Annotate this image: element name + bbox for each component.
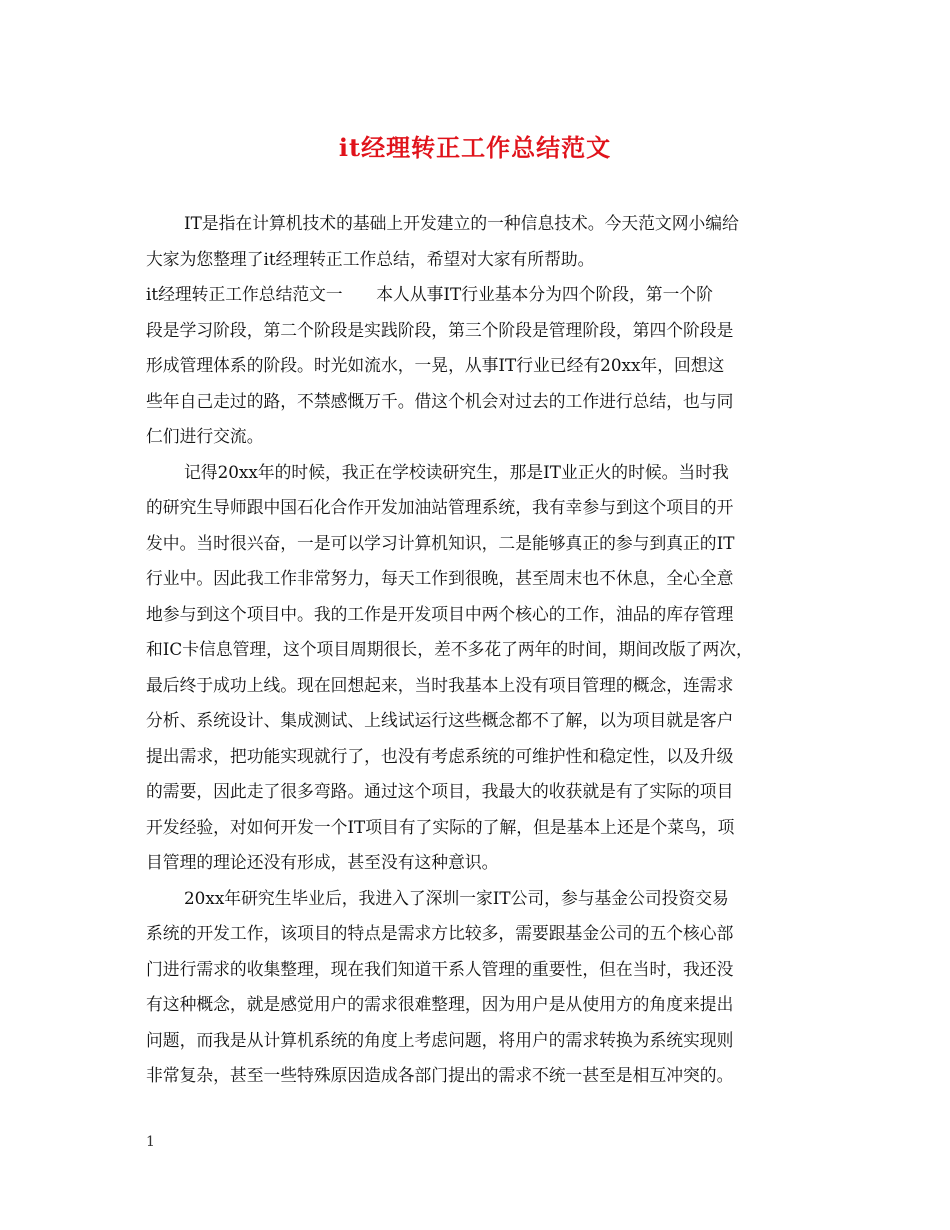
page-number: 1 <box>146 1134 155 1150</box>
text-line: 些年自己走过的路，不禁感慨万千。借这个机会对过去的工作进行总结，也与同 <box>146 390 734 411</box>
text-line: 发中。当时很兴奋，一是可以学习计算机知识，二是能够真正的参与到真正的IT <box>146 532 735 553</box>
text-line: 提出需求，把功能实现就行了，也没有考虑系统的可维护性和稳定性，以及升级 <box>146 745 734 766</box>
text-line: 行业中。因此我工作非常努力，每天工作到很晚，甚至周末也不休息，全心全意 <box>146 568 734 588</box>
text-line: 20xx年研究生毕业后，我进入了深圳一家IT公司，参与基金公司投资交易 <box>184 887 729 908</box>
text-line: 地参与到这个项目中。我的工作是开发项目中两个核心的工作，油品的库存管理 <box>146 603 734 624</box>
text-line: IT是指在计算机技术的基础上开发建立的一种信息技术。今天范文网小编给 <box>184 213 739 233</box>
text-line: 系统的开发工作，该项目的特点是需求方比较多，需要跟基金公司的五个核心部 <box>146 923 734 943</box>
text-line: 最后终于成功上线。现在回想起来，当时我基本上没有项目管理的概念，连需求 <box>146 674 734 695</box>
text-line: 的研究生导师跟中国石化合作开发加油站管理系统，我有幸参与到这个项目的开 <box>146 497 734 517</box>
text-line: 仁们进行交流。 <box>146 426 264 446</box>
text-line: 分析、系统设计、集成测试、上线试运行这些概念都不了解，以为项目就是客户 <box>146 710 734 730</box>
text-line: 记得20xx年的时候，我正在学校读研究生，那是IT业正火的时候。当时我 <box>184 461 729 482</box>
text-line: 有这种概念，就是感觉用户的需求很难整理，因为用户是从使用方的角度来提出 <box>146 994 734 1014</box>
text-line: 问题，而我是从计算机系统的角度上考虑问题，将用户的需求转换为系统实现则 <box>146 1029 734 1050</box>
text-line: 目管理的理论还没有形成，甚至没有这种意识。 <box>146 852 499 872</box>
document-title: it经理转正工作总结范文 <box>338 133 612 162</box>
document-body <box>146 206 818 1094</box>
text-line: 非常复杂，甚至一些特殊原因造成各部门提出的需求不统一甚至是相互冲突的。 <box>146 1065 734 1085</box>
text-line: 门进行需求的收集整理，现在我们知道干系人管理的重要性，但在当时，我还没 <box>146 958 734 979</box>
text-line: 大家为您整理了it经理转正工作总结，希望对大家有所帮助。 <box>146 248 595 269</box>
text-line: 和IC卡信息管理，这个项目周期很长，差不多花了两年的时间，期间改版了两次， <box>146 639 753 659</box>
text-line: 的需要，因此走了很多弯路。通过这个项目，我最大的收获就是有了实际的项目 <box>146 781 734 801</box>
text-line: 段是学习阶段，第二个阶段是实践阶段，第三个阶段是管理阶段，第四个阶段是 <box>146 319 734 340</box>
text-line: 形成管理体系的阶段。时光如流水，一晃，从事IT行业已经有20xx年，回想这 <box>146 355 725 375</box>
text-line: 开发经验，对如何开发一个IT项目有了实际的了解，但是基本上还是个菜鸟，项 <box>146 816 735 837</box>
text-line: it经理转正工作总结范文一 本人从事IT行业基本分为四个阶段，第一个阶 <box>146 284 713 304</box>
